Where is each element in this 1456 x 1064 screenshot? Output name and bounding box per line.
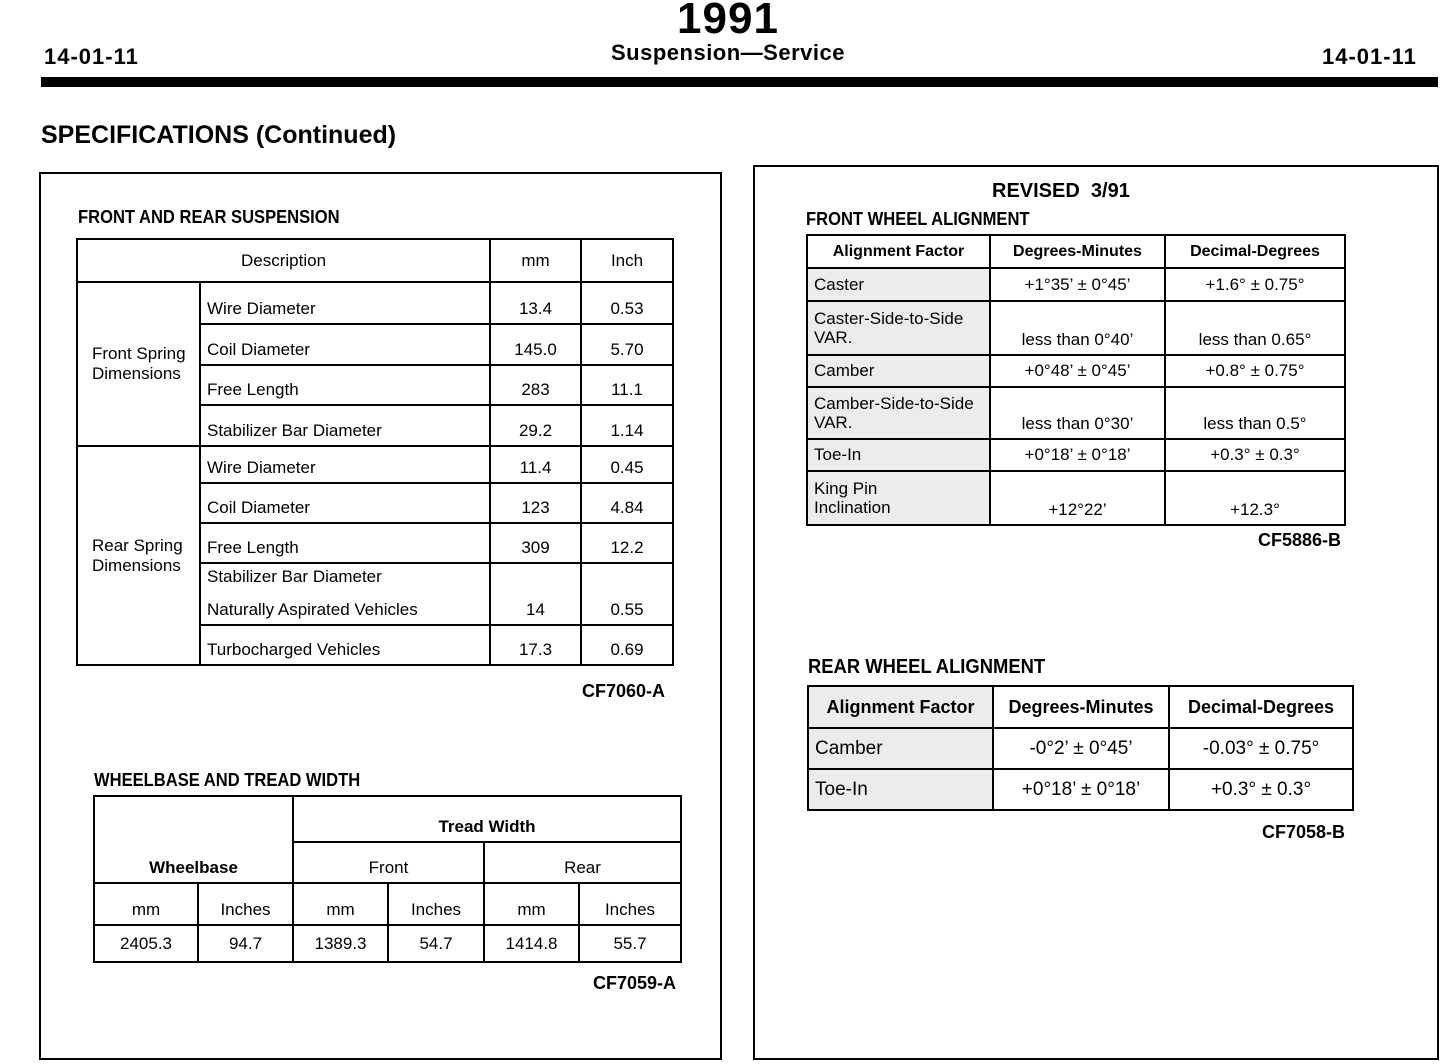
factor-cell: Camber bbox=[807, 355, 990, 387]
unit-cell: Inches bbox=[579, 883, 681, 925]
dm-cell: +0°18’ ± 0°18’ bbox=[993, 769, 1169, 810]
tread-width-label: Tread Width bbox=[293, 796, 681, 842]
value-cell: 2405.3 bbox=[94, 925, 198, 962]
front-rear-suspension-title: FRONT AND REAR SUSPENSION bbox=[78, 207, 340, 227]
dd-cell: +0.8° ± 0.75° bbox=[1165, 355, 1345, 387]
table-row bbox=[77, 446, 673, 483]
table-row bbox=[807, 268, 1345, 301]
row-mm: 17.3 bbox=[490, 625, 581, 665]
row-desc: Coil Diameter bbox=[200, 483, 490, 523]
figure-code: CF7060-A bbox=[582, 681, 666, 701]
factor-cell: Camber bbox=[808, 728, 993, 769]
figure-code: CF7059-A bbox=[593, 973, 677, 993]
stab-bar-label: Stabilizer Bar Diameter bbox=[200, 563, 490, 587]
wheelbase-title: WHEELBASE AND TREAD WIDTH bbox=[94, 770, 361, 790]
revised-note: REVISED 3/91 bbox=[992, 180, 1130, 202]
page-title: SPECIFICATIONS (Continued) bbox=[41, 121, 397, 149]
table-row bbox=[77, 282, 673, 324]
row-inch: 0.55 bbox=[581, 587, 673, 625]
factor-cell: Toe-In bbox=[807, 439, 990, 471]
value-cell: 1389.3 bbox=[293, 925, 388, 962]
rear-alignment-title: REAR WHEEL ALIGNMENT bbox=[808, 656, 1046, 678]
row-mm: 29.2 bbox=[490, 405, 581, 446]
empty-cell bbox=[94, 796, 293, 842]
figure-code: CF5886-B bbox=[1258, 530, 1342, 550]
row-desc: Naturally Aspirated Vehicles bbox=[200, 587, 490, 625]
row-desc: Turbocharged Vehicles bbox=[200, 625, 490, 665]
dd-cell: less than 0.5° bbox=[1165, 387, 1345, 439]
table-row bbox=[94, 925, 681, 962]
table-row bbox=[807, 301, 1345, 355]
table-row bbox=[807, 387, 1345, 439]
dm-cell: +1°35’ ± 0°45’ bbox=[990, 268, 1165, 301]
header-inch: Inch bbox=[581, 239, 673, 282]
row-mm: 13.4 bbox=[490, 282, 581, 324]
factor-cell: Camber-Side-to-Side VAR. bbox=[807, 387, 990, 439]
row-inch: 11.1 bbox=[581, 365, 673, 405]
row-desc: Coil Diameter bbox=[200, 324, 490, 365]
dm-cell: +0°18’ ± 0°18’ bbox=[990, 439, 1165, 471]
dm-cell: +12°22’ bbox=[990, 471, 1165, 525]
value-cell: 55.7 bbox=[579, 925, 681, 962]
row-desc: Wire Diameter bbox=[200, 282, 490, 324]
row-mm: 11.4 bbox=[490, 446, 581, 483]
row-inch: 12.2 bbox=[581, 523, 673, 563]
dd-cell: +0.3° ± 0.3° bbox=[1169, 769, 1353, 810]
front-label: Front bbox=[293, 842, 484, 883]
dd-cell: less than 0.65° bbox=[1165, 301, 1345, 355]
header-degrees-minutes: Degrees-Minutes bbox=[993, 686, 1169, 728]
table-header-row bbox=[808, 686, 1353, 728]
empty-cell bbox=[581, 563, 673, 587]
table-header-row bbox=[807, 235, 1345, 268]
header-degrees-minutes: Degrees-Minutes bbox=[990, 235, 1165, 268]
unit-cell: mm bbox=[293, 883, 388, 925]
dm-cell: less than 0°30’ bbox=[990, 387, 1165, 439]
unit-cell: Inches bbox=[388, 883, 484, 925]
row-desc: Free Length bbox=[200, 523, 490, 563]
row-mm: 309 bbox=[490, 523, 581, 563]
dd-cell: +0.3° ± 0.3° bbox=[1165, 439, 1345, 471]
factor-cell: Toe-In bbox=[808, 769, 993, 810]
rear-alignment-table bbox=[807, 685, 1354, 811]
row-inch: 0.69 bbox=[581, 625, 673, 665]
table-row bbox=[94, 842, 681, 883]
row-inch: 5.70 bbox=[581, 324, 673, 365]
table-row bbox=[807, 471, 1345, 525]
row-inch: 1.14 bbox=[581, 405, 673, 446]
table-header-row bbox=[77, 239, 673, 282]
row-desc: Wire Diameter bbox=[200, 446, 490, 483]
dd-cell: +1.6° ± 0.75° bbox=[1165, 268, 1345, 301]
front-alignment-title: FRONT WHEEL ALIGNMENT bbox=[806, 209, 1030, 229]
factor-cell: King Pin Inclination bbox=[807, 471, 990, 525]
dm-cell: less than 0°40’ bbox=[990, 301, 1165, 355]
dm-cell: -0°2’ ± 0°45’ bbox=[993, 728, 1169, 769]
front-group-label: Front Spring Dimensions bbox=[77, 282, 200, 446]
year: 1991 bbox=[677, 0, 779, 43]
page-number-right: 14-01-11 bbox=[1322, 44, 1417, 69]
table-row bbox=[808, 769, 1353, 810]
row-inch: 0.53 bbox=[581, 282, 673, 324]
unit-cell: mm bbox=[484, 883, 579, 925]
rear-label: Rear bbox=[484, 842, 681, 883]
header-alignment-factor: Alignment Factor bbox=[807, 235, 990, 268]
dm-cell: +0°48’ ± 0°45’ bbox=[990, 355, 1165, 387]
row-inch: 4.84 bbox=[581, 483, 673, 523]
dd-cell: -0.03° ± 0.75° bbox=[1169, 728, 1353, 769]
factor-cell: Caster-Side-to-Side VAR. bbox=[807, 301, 990, 355]
figure-code: CF7058-B bbox=[1262, 822, 1346, 842]
row-mm: 145.0 bbox=[490, 324, 581, 365]
front-rear-suspension-table bbox=[76, 238, 674, 666]
dd-cell: +12.3° bbox=[1165, 471, 1345, 525]
value-cell: 1414.8 bbox=[484, 925, 579, 962]
header-mm: mm bbox=[490, 239, 581, 282]
value-cell: 94.7 bbox=[198, 925, 293, 962]
table-row bbox=[808, 728, 1353, 769]
row-inch: 0.45 bbox=[581, 446, 673, 483]
row-mm: 123 bbox=[490, 483, 581, 523]
table-row bbox=[807, 439, 1345, 471]
header-description: Description bbox=[77, 239, 490, 282]
section-title: Suspension—Service bbox=[611, 40, 845, 65]
wheelbase-label: Wheelbase bbox=[94, 842, 293, 883]
empty-cell bbox=[490, 563, 581, 587]
header-alignment-factor: Alignment Factor bbox=[808, 686, 993, 728]
front-alignment-table bbox=[806, 234, 1346, 526]
table-row bbox=[94, 796, 681, 842]
unit-cell: Inches bbox=[198, 883, 293, 925]
table-row bbox=[807, 355, 1345, 387]
wheelbase-table bbox=[93, 795, 682, 963]
header-rule bbox=[41, 77, 1438, 87]
row-desc: Free Length bbox=[200, 365, 490, 405]
unit-cell: mm bbox=[94, 883, 198, 925]
page-number-left: 14-01-11 bbox=[44, 44, 139, 69]
rear-group-label: Rear Spring Dimensions bbox=[77, 446, 200, 665]
row-mm: 283 bbox=[490, 365, 581, 405]
value-cell: 54.7 bbox=[388, 925, 484, 962]
header-decimal-degrees: Decimal-Degrees bbox=[1165, 235, 1345, 268]
header-decimal-degrees: Decimal-Degrees bbox=[1169, 686, 1353, 728]
table-row bbox=[94, 883, 681, 925]
row-desc: Stabilizer Bar Diameter bbox=[200, 405, 490, 446]
row-mm: 14 bbox=[490, 587, 581, 625]
factor-cell: Caster bbox=[807, 268, 990, 301]
